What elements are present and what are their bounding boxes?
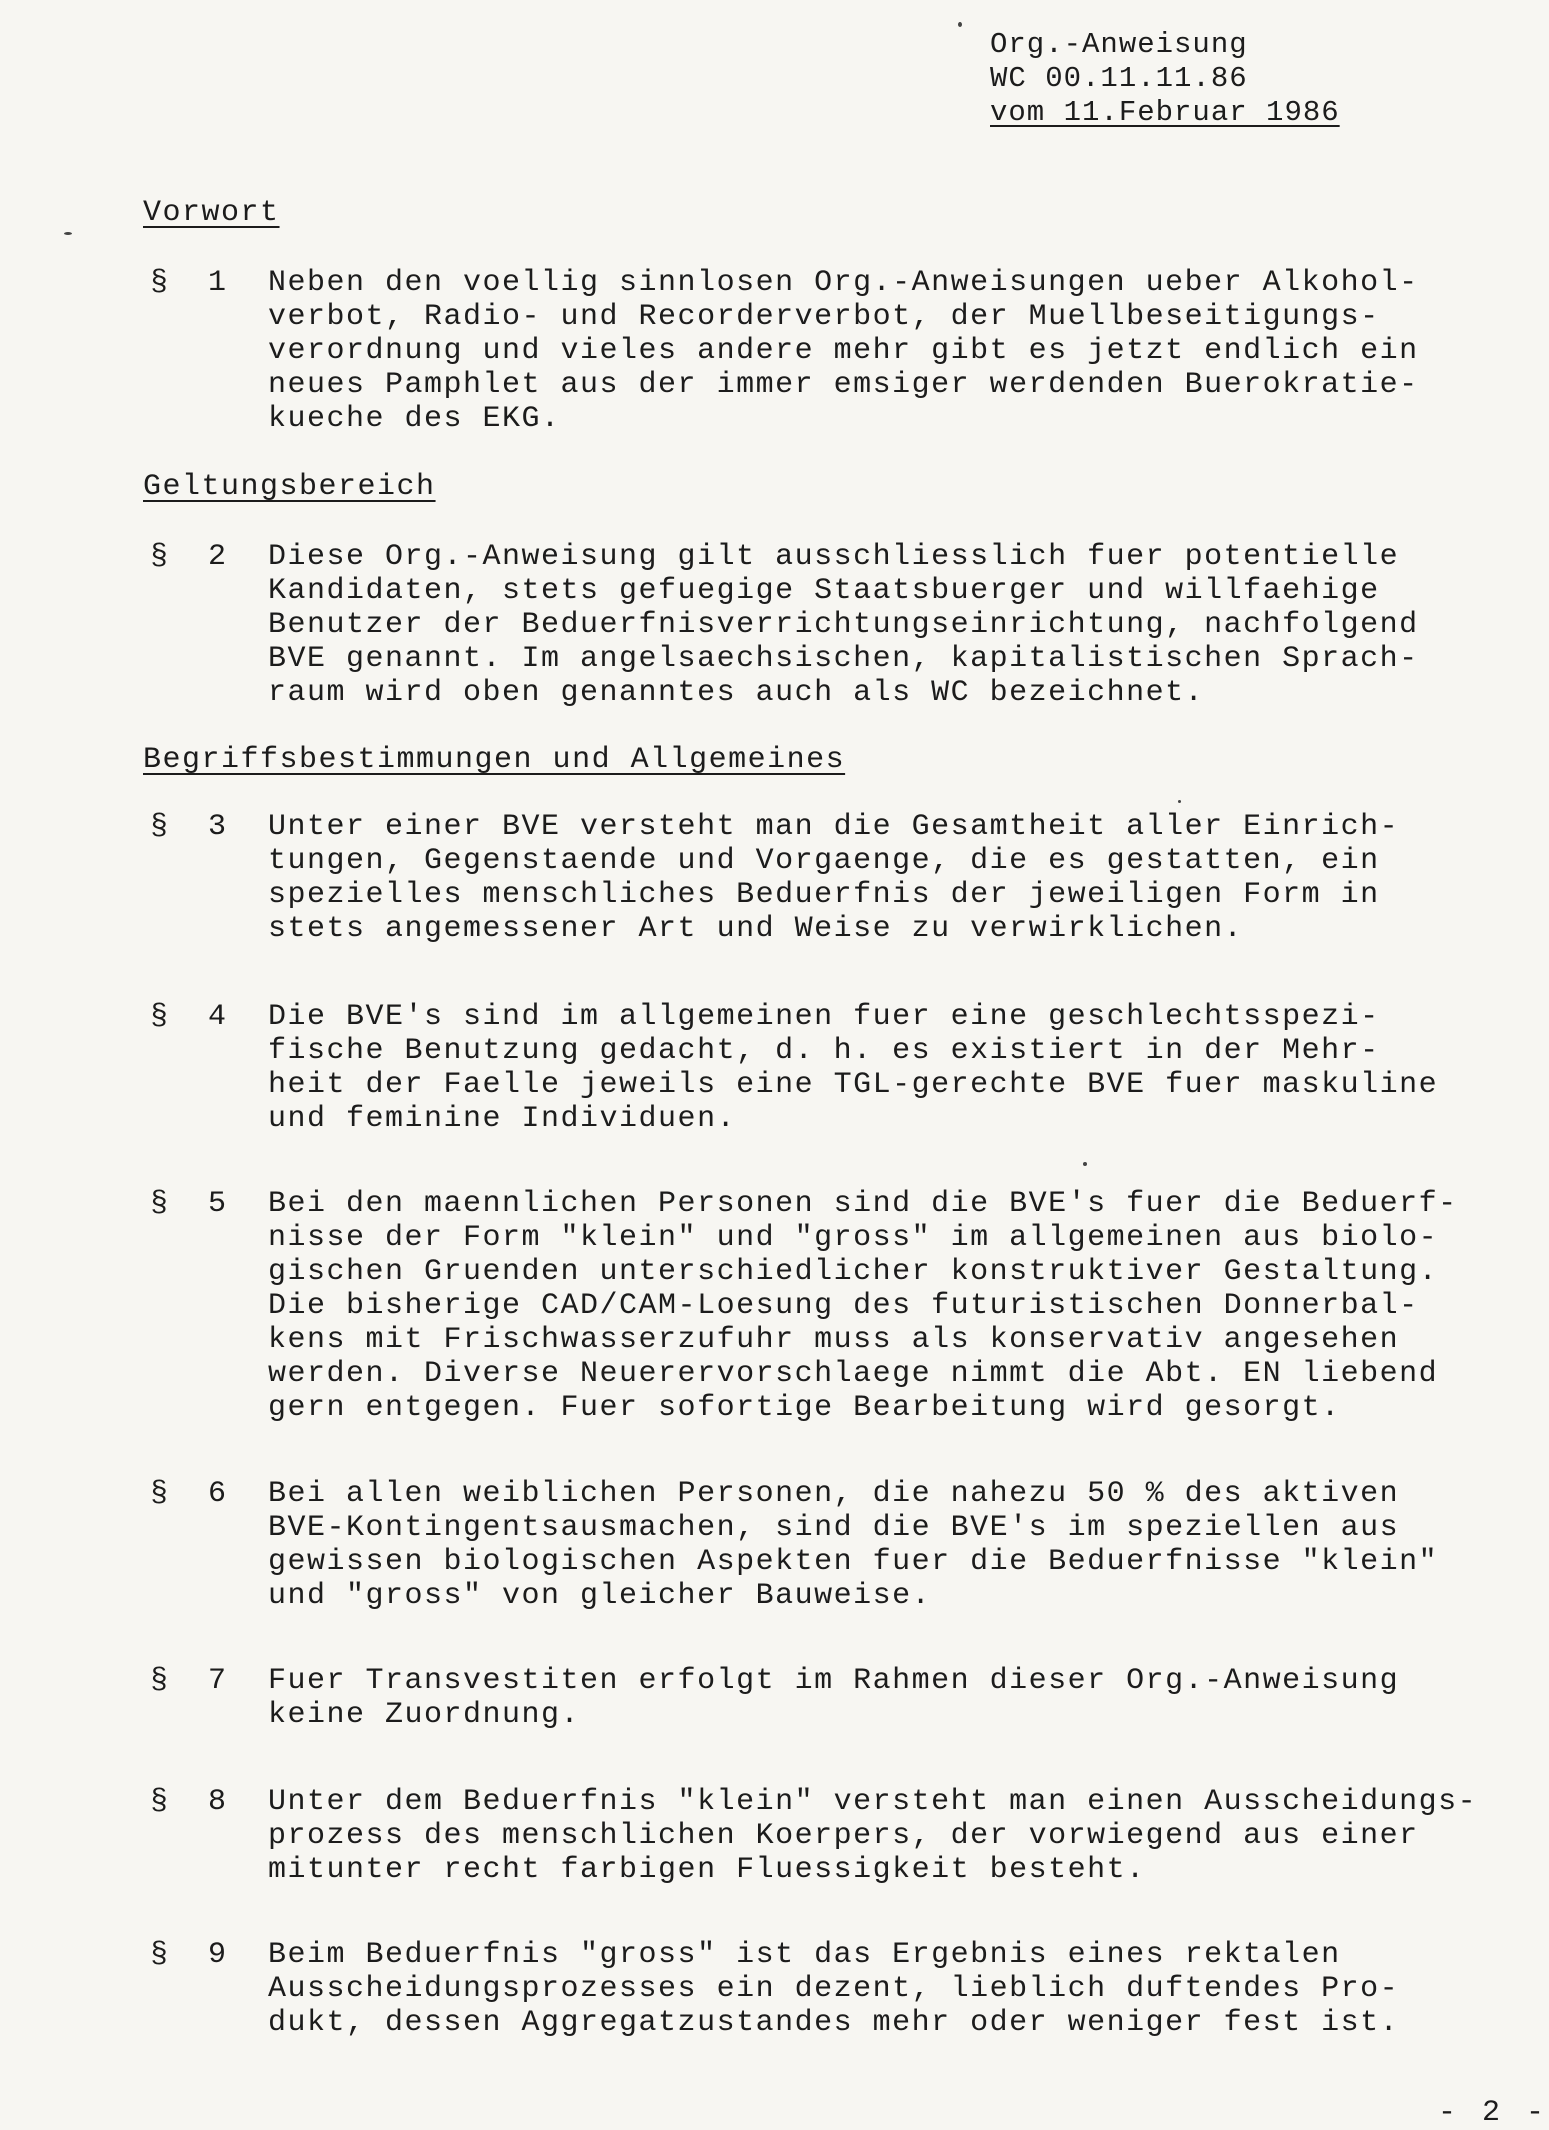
text-line: raum wird oben genanntes auch als WC bezeichnet. (268, 676, 1205, 710)
text-line: kens mit Frischwasserzufuhr muss als konservativ angesehen (268, 1323, 1400, 1357)
text-line: Fuer Transvestiten erfolgt im Rahmen dieser Org.-Anweisung (268, 1664, 1400, 1698)
text-line: und "gross" von gleicher Bauweise. (268, 1579, 932, 1613)
paragraph-text (268, 1187, 1458, 1425)
paragraph-text (268, 1477, 1438, 1613)
text-line: gischen Gruenden unterschiedlicher konstruktiver Gestaltung. (268, 1255, 1439, 1289)
text-line: und feminine Individuen. (268, 1102, 737, 1136)
paragraph-number: 7 (208, 1664, 227, 1698)
section-symbol: § (150, 1938, 169, 1972)
ink-speck (64, 232, 72, 235)
heading-geltungsbereich: Geltungsbereich (143, 470, 436, 504)
text-line: Kandidaten, stets gefuegige Staatsbuerger und willfaehige (268, 574, 1380, 608)
text-line: verordnung und vieles andere mehr gibt es jetzt endlich ein (268, 334, 1419, 368)
text-line: Diese Org.-Anweisung gilt ausschliesslich fuer potentielle (268, 540, 1400, 574)
text-line: tungen, Gegenstaende und Vorgaenge, die es gestatten, ein (268, 844, 1380, 878)
section-symbol: § (150, 1477, 169, 1511)
text-line: heit der Faelle jeweils eine TGL-gerechte BVE fuer maskuline (268, 1068, 1439, 1102)
text-line: Die bisherige CAD/CAM-Loesung des futuristischen Donnerbal- (268, 1289, 1419, 1323)
text-line: Benutzer der Beduerfnisverrichtungseinrichtung, nachfolgend (268, 608, 1419, 642)
text-line: prozess des menschlichen Koerpers, der vorwiegend aus einer (268, 1819, 1419, 1853)
paragraph-number: 1 (208, 266, 227, 300)
paragraph-number: 2 (208, 540, 227, 574)
text-line: Unter einer BVE versteht man die Gesamtheit aller Einrich- (268, 810, 1400, 844)
text-line: Die BVE's sind im allgemeinen fuer eine geschlechtsspezi- (268, 1000, 1380, 1034)
text-line: fische Benutzung gedacht, d. h. es existiert in der Mehr- (268, 1034, 1380, 1068)
section-symbol: § (150, 540, 169, 574)
text-line: verbot, Radio- und Recorderverbot, der Muellbeseitigungs- (268, 300, 1380, 334)
paragraph-number: 5 (208, 1187, 227, 1221)
text-line: keine Zuordnung. (268, 1698, 581, 1732)
paragraph-number: 8 (208, 1785, 227, 1819)
heading-vorwort: Vorwort (143, 196, 280, 230)
text-line: Neben den voellig sinnlosen Org.-Anweisungen ueber Alkohol- (268, 266, 1419, 300)
text-line: gewissen biologischen Aspekten fuer die Beduerfnisse "klein" (268, 1545, 1439, 1579)
text-line: Beim Beduerfnis "gross" ist das Ergebnis eines rektalen (268, 1938, 1341, 1972)
text-line: mitunter recht farbigen Fluessigkeit besteht. (268, 1853, 1146, 1887)
paragraph-text (268, 1664, 1399, 1732)
text-line: Bei allen weiblichen Personen, die nahezu 50 % des aktiven (268, 1477, 1400, 1511)
ink-speck (1178, 800, 1181, 803)
section-symbol: § (150, 1664, 169, 1698)
section-symbol: § (150, 1000, 169, 1034)
section-symbol: § (150, 266, 169, 300)
section-symbol: § (150, 1785, 169, 1819)
header-reference: WC 00.11.11.86 (990, 62, 1248, 95)
header-date: vom 11.Februar 1986 (990, 96, 1340, 129)
text-line: kueche des EKG. (268, 402, 561, 436)
header-title: Org.-Anweisung (990, 28, 1248, 61)
paragraph-text (268, 266, 1419, 436)
text-line: nisse der Form "klein" und "gross" im allgemeinen aus biolo- (268, 1221, 1439, 1255)
page-number: - 2 - (1438, 2096, 1549, 2130)
paragraph-text (268, 540, 1419, 710)
paragraph-number: 3 (208, 810, 227, 844)
heading-begriffsbestimmungen: Begriffsbestimmungen und Allgemeines (143, 743, 846, 777)
section-symbol: § (150, 1187, 169, 1221)
paragraph-text (268, 810, 1399, 946)
text-line: gern entgegen. Fuer sofortige Bearbeitung wird gesorgt. (268, 1391, 1341, 1425)
text-line: neues Pamphlet aus der immer emsiger werdenden Buerokratie- (268, 368, 1419, 402)
text-line: Unter dem Beduerfnis "klein" versteht man einen Ausscheidungs- (268, 1785, 1478, 1819)
ink-speck (958, 22, 962, 27)
paragraph-number: 9 (208, 1938, 227, 1972)
text-line: Ausscheidungsprozesses ein dezent, lieblich duftendes Pro- (268, 1972, 1400, 2006)
paragraph-text (268, 1000, 1438, 1136)
paragraph-number: 6 (208, 1477, 227, 1511)
paragraph-number: 4 (208, 1000, 227, 1034)
text-line: dukt, dessen Aggregatzustandes mehr oder weniger fest ist. (268, 2006, 1400, 2040)
document-header (990, 28, 1340, 130)
text-line: werden. Diverse Neuerervorschlaege nimmt die Abt. EN liebend (268, 1357, 1439, 1391)
ink-speck (1083, 1162, 1087, 1166)
text-line: Bei den maennlichen Personen sind die BVE's fuer die Beduerf- (268, 1187, 1458, 1221)
text-line: stets angemessener Art und Weise zu verwirklichen. (268, 912, 1244, 946)
section-symbol: § (150, 810, 169, 844)
text-line: spezielles menschliches Beduerfnis der jeweiligen Form in (268, 878, 1380, 912)
paragraph-text (268, 1938, 1399, 2040)
paragraph-text (268, 1785, 1477, 1887)
text-line: BVE genannt. Im angelsaechsischen, kapitalistischen Sprach- (268, 642, 1419, 676)
text-line: BVE-Kontingentsausmachen, sind die BVE's im speziellen aus (268, 1511, 1400, 1545)
